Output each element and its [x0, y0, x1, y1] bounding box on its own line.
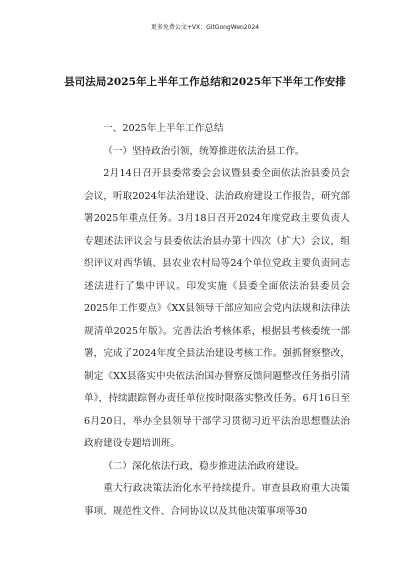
subsection-heading-1: （一）坚持政治引领，统筹推进依法治县工作。 [103, 145, 305, 157]
subsection-heading-2: （二）深化依法行政，稳步推进法治政府建设。 [103, 460, 305, 472]
paragraph-1 [84, 163, 350, 456]
header-note: 更多免费公文+VX：GitGongWen2024 [150, 24, 260, 31]
document-body [84, 118, 350, 523]
paragraph-1-text: 2月14日召开县委常委会会议暨县委全面依法治县委员会会议，听取2024年法治建设、法治政府建设工作报告，研究部署2025年重点任务。3月18日召开2024年度党政主要负责人专题述法评议会与县委依法治县办第十四次（扩大）会议，组织评议对西华镇、县农业农村局等24个单位党政主要负责同志述法进行了集中评议。印发实施《县委全面依法治县委员会2025年工作要点》《XX县领导干部应知应会党内法规和法律法规清单2025年版》。完善法治考核体系，根据县考核委统一部署，完成了2024年度全县法治建设考核工作。强抓督察整改，制定《XX县落实中央依法治国办督察反馈问题整改任务指引清单》，持续跟踪督办责任单位按时限落实整改任务。6月16日至6月20日，举办全县领导干部学习贯彻习近平法治思想暨法治政府建设专题培训班。 [84, 168, 350, 449]
paragraph-2 [84, 478, 350, 523]
document-title: 县司法局2025年上半年工作总结和2025年下半年工作安排 [64, 76, 346, 88]
section-heading: 一、2025年上半年工作总结 [103, 123, 224, 134]
paragraph-2-text: 重大行政决策法治化水平持续提升。审查县政府重大决策事项、规范性文件、合同协议以及其他决策事项等30 [84, 483, 350, 517]
